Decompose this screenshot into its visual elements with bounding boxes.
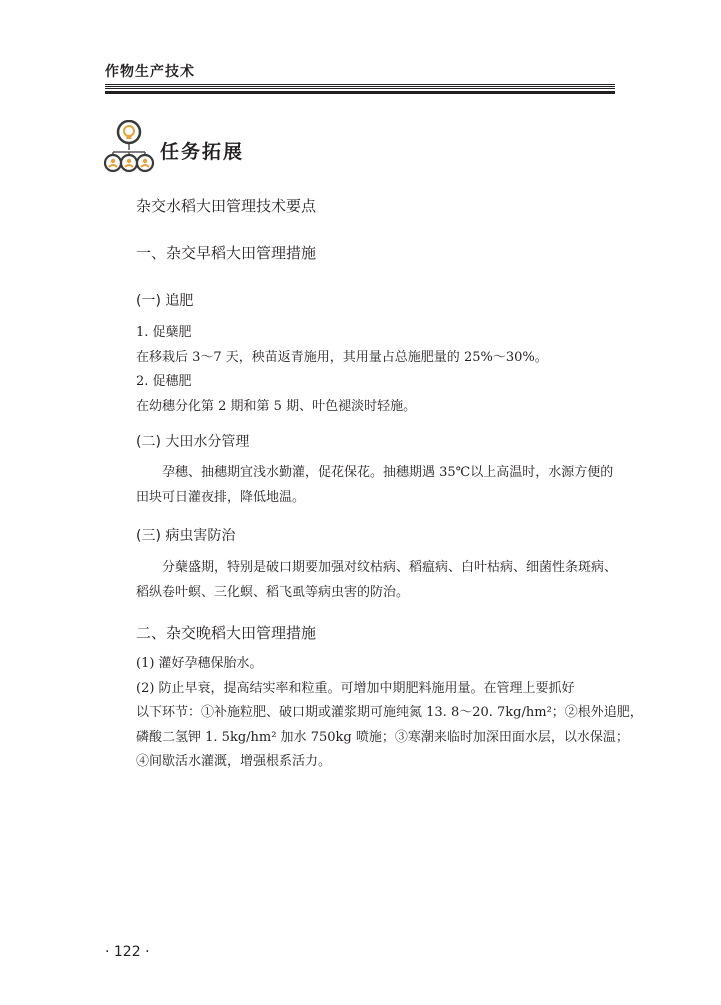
header-rule <box>105 88 615 89</box>
item-title: 2. 促穗肥 <box>136 374 192 389</box>
paragraph-line: 稻纵卷叶螟、三化螟、稻飞虱等病虫害的防治。 <box>136 584 410 600</box>
fertilizer-items <box>136 321 548 419</box>
part2-heading: 二、杂交晚稻大田管理措施 <box>136 624 317 642</box>
item-text: 在移栽后 3～7 天，秧苗返青施用，其用量占总施肥量的 25%～30%。 <box>136 349 548 365</box>
water-paragraph <box>136 461 616 510</box>
paragraph-line: 以下环节：①补施粒肥、破口期或灌浆期可施纯氮 13. 8～20. 7kg/hm²；②根外追肥， <box>136 705 643 720</box>
paragraph-line: 孕穗、抽穗期宜浅水勤灌，促花保花。抽穗期遇 35℃以上高温时，水源方便的 <box>162 465 614 480</box>
item-text: 在幼穗分化第 2 期和第 5 期、叶色褪淡时轻施。 <box>136 398 417 414</box>
subsection-heading-fertilizer: (一) 追肥 <box>136 293 194 309</box>
paragraph-line: 分蘖盛期，特别是破口期要加强对纹枯病、稻瘟病、白叶枯病、细菌性条斑病、 <box>162 560 618 575</box>
paragraph-line: (2) 防止早衰，提高结实率和粒重。可增加中期肥料施用量。在管理上要抓好 <box>136 680 575 696</box>
pest-paragraph <box>136 556 616 605</box>
lightbulb-network-icon <box>103 120 155 172</box>
paragraph-line: 田块可日灌夜排，降低地温。 <box>136 489 306 505</box>
header-title: 作物生产技术 <box>105 64 195 80</box>
part1-heading: 一、杂交早稻大田管理措施 <box>136 244 317 262</box>
header-rule <box>105 84 615 85</box>
section-title: 任务拓展 <box>160 141 245 163</box>
late-rice-paragraph <box>136 652 643 775</box>
paragraph-line: ④间歇活水灌溉，增强根系活力。 <box>136 754 332 769</box>
header-rule <box>105 91 615 94</box>
header-rule <box>105 86 615 87</box>
item-title: 1. 促蘖肥 <box>136 325 192 340</box>
paragraph-line: (1) 灌好孕穗保胎水。 <box>136 656 263 671</box>
document-title: 杂交水稻大田管理技术要点 <box>136 197 317 215</box>
subsection-heading-pest: (三) 病虫害防治 <box>136 528 236 544</box>
page-number: · 122 · <box>105 944 150 960</box>
paragraph-line: 磷酸二氢钾 1. 5kg/hm² 加水 750kg 喷施；③寒潮来临时加深田面水层，以水保温； <box>136 729 629 745</box>
subsection-heading-water: (二) 大田水分管理 <box>136 434 250 450</box>
